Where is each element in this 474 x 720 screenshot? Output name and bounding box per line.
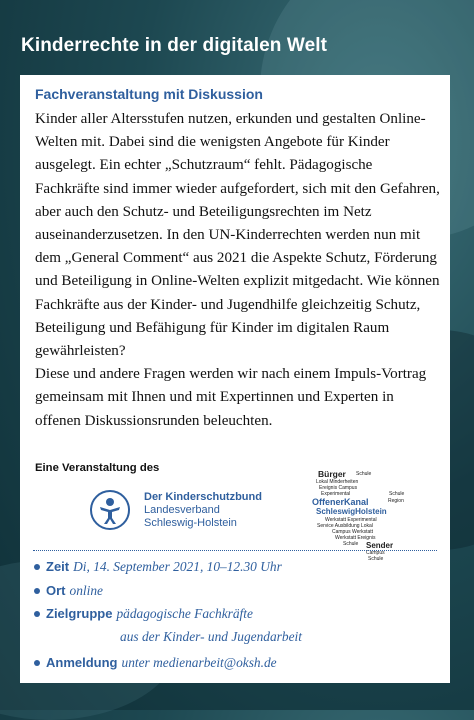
- word-cloud-word: Schule: [343, 541, 359, 547]
- word-cloud-word: Schule: [368, 556, 384, 562]
- detail-value: online: [69, 583, 103, 598]
- detail-label: Anmeldung: [46, 655, 118, 670]
- word-cloud-word: Ereignis Campus: [319, 485, 358, 491]
- bullet-icon: [34, 660, 40, 666]
- word-cloud-word: Bürger: [318, 469, 346, 479]
- detail-value-continued: aus der Kinder- und Jugendarbeit: [120, 629, 302, 644]
- word-cloud-word: Sender: [366, 541, 394, 550]
- detail-label: Zielgruppe: [46, 606, 113, 621]
- word-cloud-word: Schule: [356, 471, 372, 477]
- page-heading: Kinderrechte in der digitalen Welt: [21, 35, 328, 56]
- logo-region: Schleswig-Holstein: [144, 516, 237, 529]
- child-protection-logo-icon: [90, 490, 130, 530]
- detail-label: Ort: [46, 583, 66, 598]
- word-cloud-word: SchleswigHolstein: [316, 507, 387, 516]
- detail-label: Zeit: [46, 559, 70, 574]
- detail-row-ort: [34, 583, 103, 599]
- word-cloud-word: Campus Werkstatt: [332, 529, 374, 535]
- description-paragraph: Kinder aller Altersstufen nutzen, erkunden und gestalten Online-Welten mit. Dabei sind die wenigsten Angebote für Kinder ausgelegt. Ein echter „Schutzraum“ fehlt. Pädagogische Fachkräfte sind immer wieder aufgefordert, sich mit den Gefahren, aber auch den Schutz- und Beteiligungsrechten im Netz auseinanderzusetzen. In den UN-Kinderrechten werden nun mit dem „General Comment“ aus 2021 die Aspekte Schutz, Förderung und Beteiligung in Online-Welten explizit mitgedacht. Wie können Fachkräfte aus der Kinder- und Jugendhilfe gleichzeitig Schutz, Beteiligung und Befähigung für Kinder im digitalen Raum gewährleisten?: [35, 111, 440, 360]
- word-cloud-word: Schule: [389, 491, 405, 497]
- organizer-label: Eine Veranstaltung des: [35, 462, 160, 474]
- detail-value: Di, 14. September 2021, 10–12.30 Uhr: [73, 559, 282, 574]
- word-cloud-word: Werkstatt Experimental: [325, 517, 377, 523]
- event-description: [35, 108, 440, 433]
- detail-row-anmeldung: [34, 655, 277, 671]
- bullet-icon: [34, 588, 40, 594]
- event-card: [20, 75, 450, 683]
- detail-value: pädagogische Fachkräfte: [116, 606, 253, 621]
- registration-email-link[interactable]: unter medienarbeit@oksh.de: [121, 655, 277, 670]
- event-subtitle: Fachveranstaltung mit Diskussion: [35, 86, 263, 102]
- word-cloud-word: Service Ausbildung Lokal: [317, 523, 373, 529]
- word-cloud-word: Campus: [366, 550, 385, 556]
- bullet-icon: [34, 611, 40, 617]
- word-cloud-word: Lokal Minderheiten: [316, 479, 359, 485]
- logo-subtitle: Landesverband: [144, 503, 220, 516]
- word-cloud-word: Region: [388, 498, 404, 504]
- detail-row-zielgruppe: [34, 606, 253, 622]
- logo-text: [144, 491, 262, 530]
- word-cloud-word: Werkstatt Ereignis: [335, 535, 376, 541]
- word-cloud-word: OffenerKanal: [312, 497, 369, 507]
- description-paragraph: Diese und andere Fragen werden wir nach einem Impuls-Vortrag gemeinsam mit Ihnen und mit Expertinnen und Experten in offenen Diskussionsrunden beleuchten.: [35, 366, 427, 429]
- organizer-logo: [90, 485, 310, 535]
- word-cloud: [305, 470, 435, 566]
- word-cloud-word: Experimental: [321, 491, 351, 497]
- logo-title: Der Kinderschutzbund: [144, 490, 262, 503]
- detail-row-zeit: [34, 559, 282, 575]
- bullet-icon: [34, 564, 40, 570]
- dotted-divider: [33, 550, 437, 551]
